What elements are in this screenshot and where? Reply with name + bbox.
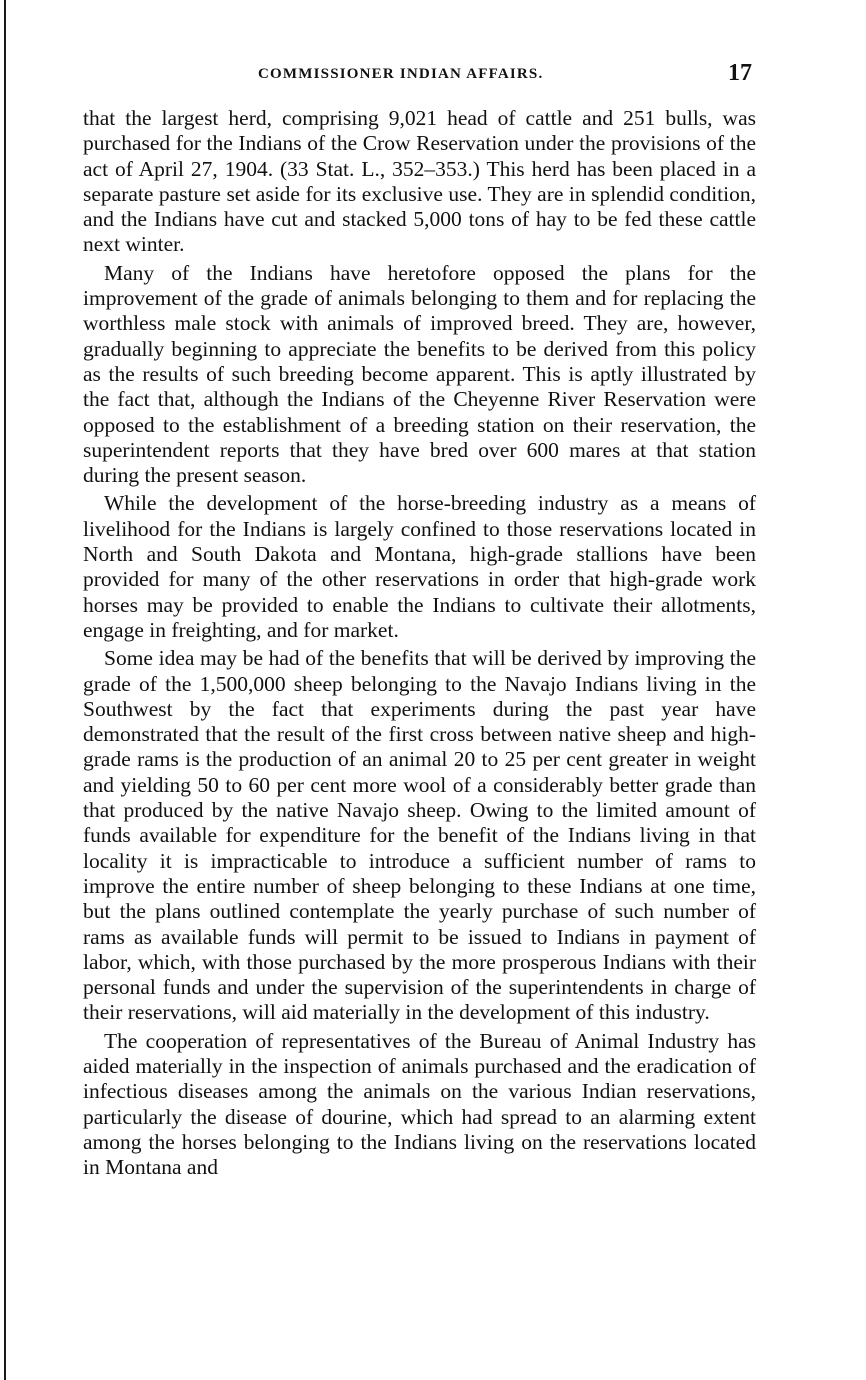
paragraph-bureau-animal-industry: The cooperation of representatives of the Bureau of Animal Industry has aided materially in the inspection of animals purchased and the eradication of infectious diseases among the animals on the various Indian reservations, particularly the disease of dourine, which had spread to an alarming extent among the horses belonging to the Indians living on the reservations located in Montana and bbox=[83, 1028, 756, 1180]
body-text bbox=[83, 106, 756, 1180]
document-page bbox=[83, 58, 756, 1183]
page-number: 17 bbox=[728, 60, 752, 86]
paragraph-continued: that the largest herd, comprising 9,021 head of cattle and 251 bulls, was purchased for the Indians of the Crow Reservation under the provisions of the act of April 27, 1904. (33 Stat. L., 352–353.) This herd has been placed in a separate pasture set aside for its exclusive use. They are in splendid condition, and the Indians have cut and stacked 5,000 tons of hay to be fed these cattle next winter. bbox=[83, 106, 756, 257]
paragraph-breeding-opposition: Many of the Indians have heretofore opposed the plans for the improvement of the grade of animals belonging to them and for replacing the worthless male stock with animals of improved breed. They are, however, gradually beginning to appreciate the benefits to be derived from this policy as the results of such breeding become apparent. This is aptly illustrated by the fact that, although the Indians of the Cheyenne River Reservation were opposed to the establishment of a breeding station on their reservation, the superintendent reports that they have bred over 600 mares at that station during the present season. bbox=[83, 260, 756, 488]
paragraph-horse-breeding: While the development of the horse-breeding industry as a means of livelihood for the Indians is largely confined to those reservations located in North and South Dakota and Montana, high-grade stallions have been provided for many of the other reservations in order that high-grade work horses may be provided to enable the Indians to cultivate their allotments, engage in freighting, and for market. bbox=[83, 491, 756, 642]
paragraph-navajo-sheep: Some idea may be had of the benefits that will be derived by improving the grade of the 1,500,000 sheep belonging to the Navajo Indians living in the Southwest by the fact that experiments during the past year have demonstrated that the result of the first cross between native sheep and high-grade rams is the production of an animal 20 to 25 per cent greater in weight and yielding 50 to 60 per cent more wool of a considerably better grade than that produced by the native Navajo sheep. Owing to the limited amount of funds available for expenditure for the benefit of the Indians living in that locality it is impracticable to introduce a sufficient number of rams to improve the entire number of sheep belonging to these Indians at one time, but the plans outlined contemplate the yearly purchase of such number of rams as available funds will permit to be issued to Indians in payment of labor, which, with those purchased by the more prosperous Indians with their personal funds and under the supervision of the superintendents in charge of their reservations, will aid materially in the development of this industry. bbox=[83, 646, 756, 1025]
running-head: COMMISSIONER INDIAN AFFAIRS. bbox=[258, 66, 544, 82]
page-header bbox=[83, 58, 756, 94]
page-edge-rule bbox=[4, 0, 6, 1380]
